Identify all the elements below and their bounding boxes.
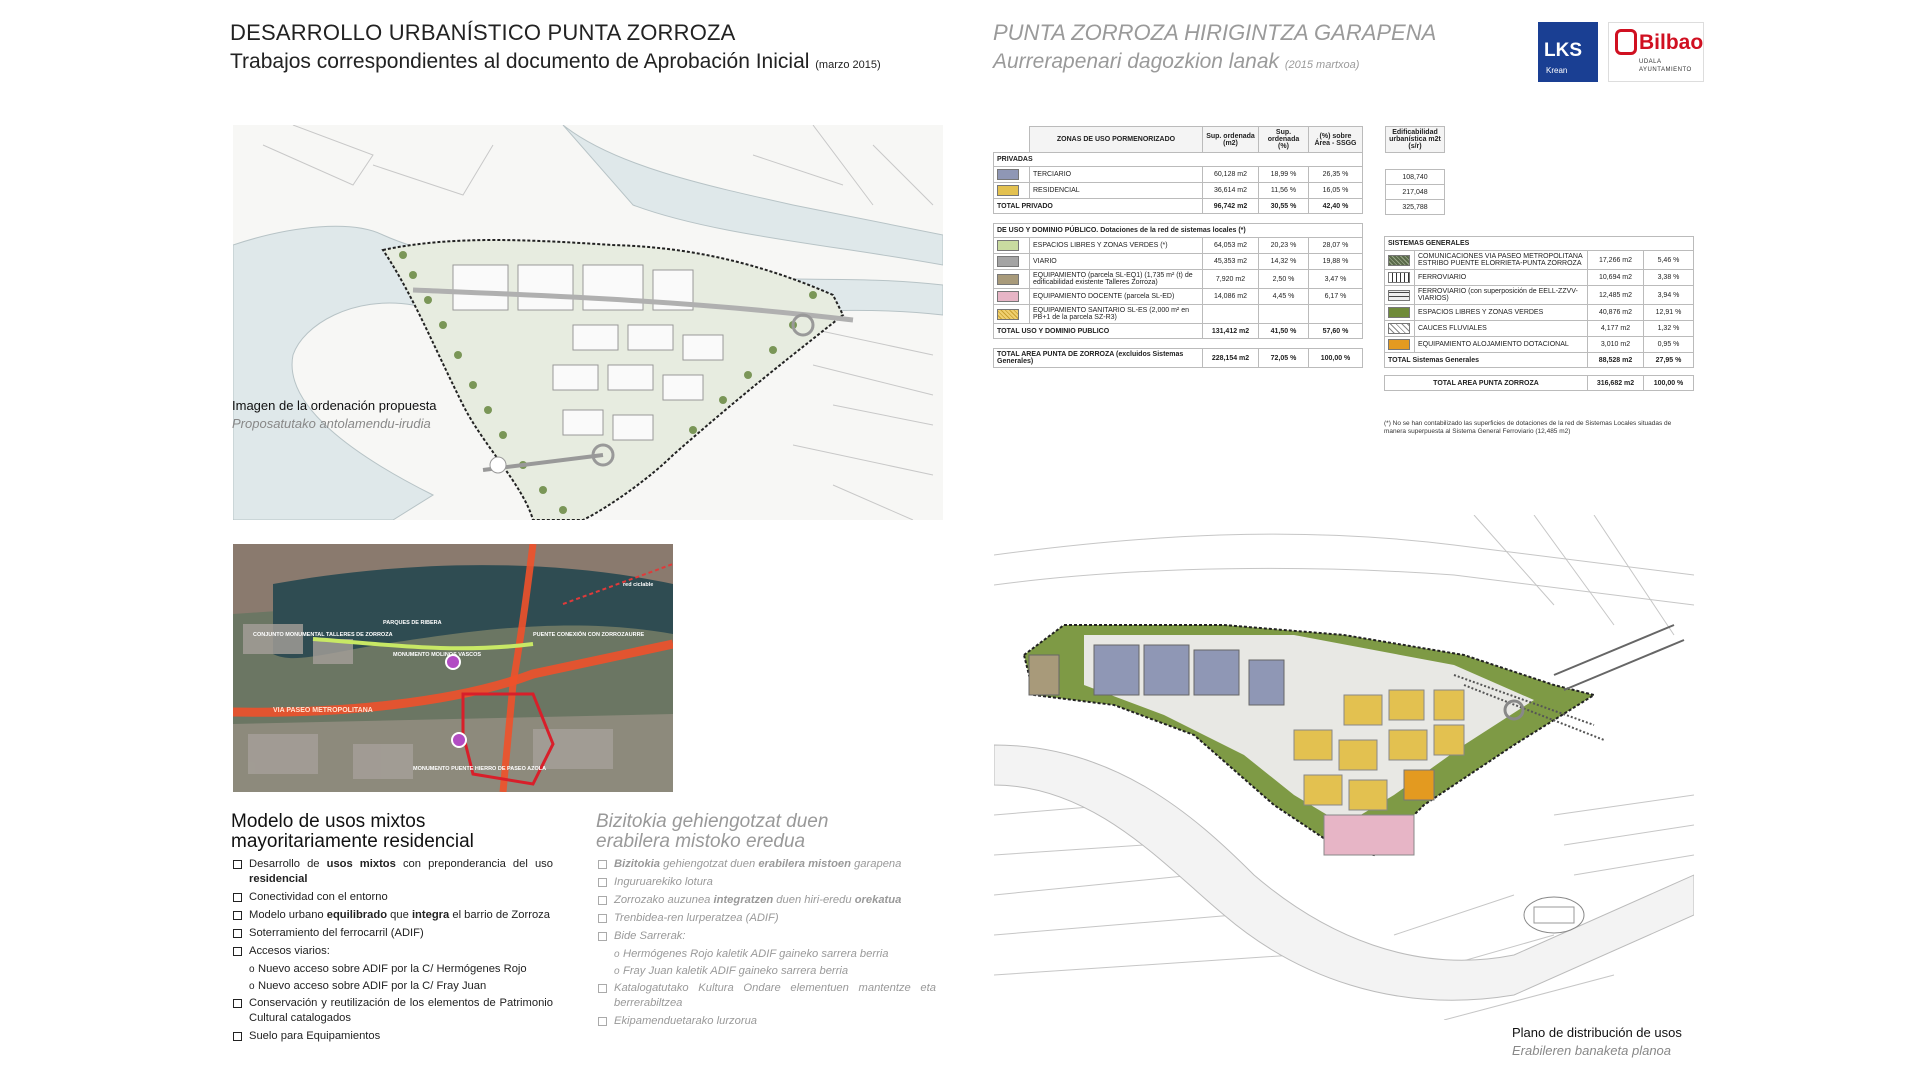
table-row: FERROVIARIO (con superposición de EELL-ZZVV-VIARIOS) 12,485 m2 3,94 % xyxy=(1385,286,1694,305)
aerial-label-puente-hierro: MONUMENTO PUENTE HIERRO DE PASEO AZOLA xyxy=(413,766,547,772)
list-item: Desarrollo de usos mixtos con preponderancia del uso residencial xyxy=(231,857,553,887)
table-footnote: (*) No se han contabilizado las superficies de dotaciones de la red de Sistemas Locales situadas de manera superpuesta al Sistema General Ferroviario (12,485 m2) xyxy=(1384,420,1672,435)
residencial-swatch xyxy=(997,185,1019,196)
land-use-plan xyxy=(994,515,1694,1020)
zoning-table: ZONAS DE USO PORMENORIZADO Sup. ordenada (m2) Sup. ordenada (%) (%) sobre Área - SSGG PRIVADAS TERCIARIO 60,128 m2 18,99 % 26,35 % RESIDENCIAL 36,614 m2 11,56 % 16,05 % TOTAL PRIVADO 96,742 m2 30,55 % 42,40 % DE USO Y DOMINIO PÚBLICO. Dotaciones de la red de sistemas locales (*) ESPACIOS LIBRES Y ZONAS VERDES (*) 64,053 m2 20,23 % 28,07 % VIARIO 45,353 m2 14,32 % 19,88 % EQUIPAMIENTO (parcela SL-EQ1) (1,735 m² (t) de edificabilidad existente Talleres Zorroza) 7,920 m2 2,50 % 3,47 % EQUIPAMIENTO DOCENTE (parcela SL-ED) 14,086 m2 4,45 % 6,17 % EQUIPAMIENTO SANITARIO SL-ES (2,000 m² en PB+1 de la parcela SZ-R3) TOTAL USO Y DOMINIO PUBLICO 131,412 m2 41,50 % 57,60 % TOTAL AREA PUNTA DE ZORROZA (excluidos Sistemas Generales) 228,154 m2 72,05 % 100,00 % xyxy=(993,126,1363,368)
model-description-eu xyxy=(596,812,936,1032)
proposed-plan-image xyxy=(233,125,943,520)
list-item: Katalogatutako Kultura Ondare elementuen mantentze eta berrerabiltzea xyxy=(596,981,936,1011)
model-heading-es: Modelo de usos mixtos mayoritariamente residencial xyxy=(231,811,474,852)
map1-caption: Imagen de la ordenación propuesta Proposatutako antolamendu-irudia xyxy=(232,398,437,431)
list-subitem: o Hermógenes Rojo kaletik ADIF gaineko sarrera berria xyxy=(596,947,936,962)
page-title: DESARROLLO URBANÍSTICO PUNTA ZORROZA xyxy=(230,20,736,45)
list-subitem: o Nuevo acceso sobre ADIF por la C/ Hermógenes Rojo xyxy=(231,962,553,977)
bilbao-seal-icon xyxy=(1615,29,1637,55)
aerial-label-ciclable: red ciclable xyxy=(623,582,654,588)
list-item: Bizitokia gehiengotzat duen erabilera mistoen garapena xyxy=(596,857,936,872)
table-row: EQUIPAMIENTO ALOJAMIENTO DOTACIONAL 3,010 m2 0,95 % xyxy=(1385,337,1694,353)
list-item: Soterramiento del ferrocarril (ADIF) xyxy=(231,926,553,941)
table-row: TOTAL Sistemas Generales 88,528 m2 27,95 % xyxy=(1385,353,1694,368)
checkbox-icon xyxy=(233,947,242,956)
buildability-column: Edificabilidad urbanística m2t (s/r) 108,740 217,048 325,788 xyxy=(1385,126,1445,215)
bilbao-logo: Bilbao UDALA AYUNTAMIENTO xyxy=(1608,22,1704,82)
page-subtitle: Trabajos correspondientes al documento de Aprobación Inicial (marzo 2015) xyxy=(230,50,881,73)
checkbox-icon xyxy=(233,929,242,938)
aerial-label-via: VIA PASEO METROPOLITANA xyxy=(273,707,373,714)
lks-logo: LKS Krean xyxy=(1538,22,1598,82)
checkbox-icon xyxy=(233,1032,242,1041)
table-row: VIARIO 45,353 m2 14,32 % 19,88 % xyxy=(994,254,1363,270)
list-item: Conectividad con el entorno xyxy=(231,890,553,905)
table-row: FERROVIARIO 10,694 m2 3,38 % xyxy=(1385,270,1694,286)
table-row: CAUCES FLUVIALES 4,177 m2 1,32 % xyxy=(1385,321,1694,337)
checkbox-icon xyxy=(598,984,607,993)
page-title-eu: PUNTA ZORROZA HIRIGINTZA GARAPENA xyxy=(993,20,1437,45)
list-subitem: o Fray Juan kaletik ADIF gaineko sarrera berria xyxy=(596,964,936,979)
checkbox-icon xyxy=(233,911,242,920)
checkbox-icon xyxy=(233,860,242,869)
aerial-label-talleres: CONJUNTO MONUMENTAL TALLERES DE ZORROZA xyxy=(253,632,393,638)
list-item: Inguruarekiko lotura xyxy=(596,875,936,890)
aerial-label-parques: PARQUES DE RIBERA xyxy=(383,620,442,626)
map2-caption: Plano de distribución de usos Erabileren banaketa planoa xyxy=(1512,1025,1682,1058)
table-row: EQUIPAMIENTO (parcela SL-EQ1) (1,735 m² (t) de edificabilidad existente Talleres Zorroza) 7,920 m2 2,50 % 3,47 % xyxy=(994,270,1363,289)
checkbox-icon xyxy=(598,860,607,869)
col-zone: ZONAS DE USO PORMENORIZADO xyxy=(1030,127,1203,153)
table-row: ESPACIOS LIBRES Y ZONAS VERDES 40,876 m2 12,91 % xyxy=(1385,305,1694,321)
table-row: EQUIPAMIENTO SANITARIO SL-ES (2,000 m² en PB+1 de la parcela SZ-R3) xyxy=(994,305,1363,324)
list-item: Conservación y reutilización de los elementos de Patrimonio Cultural catalogados xyxy=(231,996,553,1026)
checkbox-icon xyxy=(598,914,607,923)
list-item: Trenbidea-ren lurperatzea (ADIF) xyxy=(596,911,936,926)
checkbox-icon xyxy=(233,893,242,902)
list-item: Modelo urbano equilibrado que integra el barrio de Zorroza xyxy=(231,908,553,923)
list-subitem: o Nuevo acceso sobre ADIF por la C/ Fray Juan xyxy=(231,979,553,994)
table-row: COMUNICACIONES VIA PASEO METROPOLITANA ESTRIBO PUENTE ELORRIETA-PUNTA ZORROZA 17,266 m2 5,46 % xyxy=(1385,251,1694,270)
aerial-connectivity-image xyxy=(233,544,673,792)
list-item: Bide Sarrerak: xyxy=(596,929,936,944)
page-subtitle-eu: Aurrerapenari dagozkion lanak (2015 martxoa) xyxy=(993,50,1360,73)
general-systems-table: SISTEMAS GENERALES COMUNICACIONES VIA PASEO METROPOLITANA ESTRIBO PUENTE ELORRIETA-PUNTA ZORROZA 17,266 m2 5,46 % FERROVIARIO 10,694 m2 3,38 % FERROVIARIO (con superposición de EELL-ZZVV-VIARIOS) 12,485 m2 3,94 % ESPACIOS LIBRES Y ZONAS VERDES 40,876 m2 12,91 % CAUCES FLUVIALES 4,177 m2 1,32 % EQUIPAMIENTO ALOJAMIENTO DOTACIONAL 3,010 m2 0,95 % TOTAL Sistemas Generales 88,528 m2 27,95 % TOTAL AREA PUNTA ZORROZA 316,682 m2 100,00 % xyxy=(1384,236,1694,391)
table-row: TOTAL USO Y DOMINIO PUBLICO 131,412 m2 41,50 % 57,60 % xyxy=(994,324,1363,339)
table-row: TOTAL PRIVADO 96,742 m2 30,55 % 42,40 % xyxy=(994,199,1363,214)
terciario-swatch xyxy=(997,169,1019,180)
checkbox-icon xyxy=(598,878,607,887)
table-row: TOTAL AREA PUNTA ZORROZA 316,682 m2 100,00 % xyxy=(1385,376,1694,391)
table-row: TERCIARIO 60,128 m2 18,99 % 26,35 % xyxy=(994,167,1363,183)
model-heading-eu: Bizitokia gehiengotzat duen erabilera mistoko eredua xyxy=(596,811,829,852)
header-basque xyxy=(993,20,1436,74)
table-row: RESIDENCIAL 36,614 m2 11,56 % 16,05 % xyxy=(994,183,1363,199)
aerial-label-puente: PUENTE CONEXIÓN CON ZORROZAURRE xyxy=(533,632,645,638)
checkbox-icon xyxy=(598,932,607,941)
aerial-label-molinos: MONUMENTO MOLINOS VASCOS xyxy=(393,652,482,658)
checkbox-icon xyxy=(598,896,607,905)
list-item: Accesos viarios: xyxy=(231,944,553,959)
table-row: EQUIPAMIENTO DOCENTE (parcela SL-ED) 14,086 m2 4,45 % 6,17 % xyxy=(994,289,1363,305)
list-item: Ekipamenduetarako lurzorua xyxy=(596,1014,936,1029)
table-row: TOTAL AREA PUNTA DE ZORROZA (excluidos Sistemas Generales) 228,154 m2 72,05 % 100,00 % xyxy=(994,349,1363,368)
checkbox-icon xyxy=(233,999,242,1008)
list-item: Zorrozako auzunea integratzen duen hiri-eredu orekatua xyxy=(596,893,936,908)
table-row: ESPACIOS LIBRES Y ZONAS VERDES (*) 64,053 m2 20,23 % 28,07 % xyxy=(994,238,1363,254)
list-item: Suelo para Equipamientos xyxy=(231,1029,553,1044)
checkbox-icon xyxy=(598,1017,607,1026)
model-description-es xyxy=(231,812,553,1047)
header-spanish xyxy=(230,20,881,74)
